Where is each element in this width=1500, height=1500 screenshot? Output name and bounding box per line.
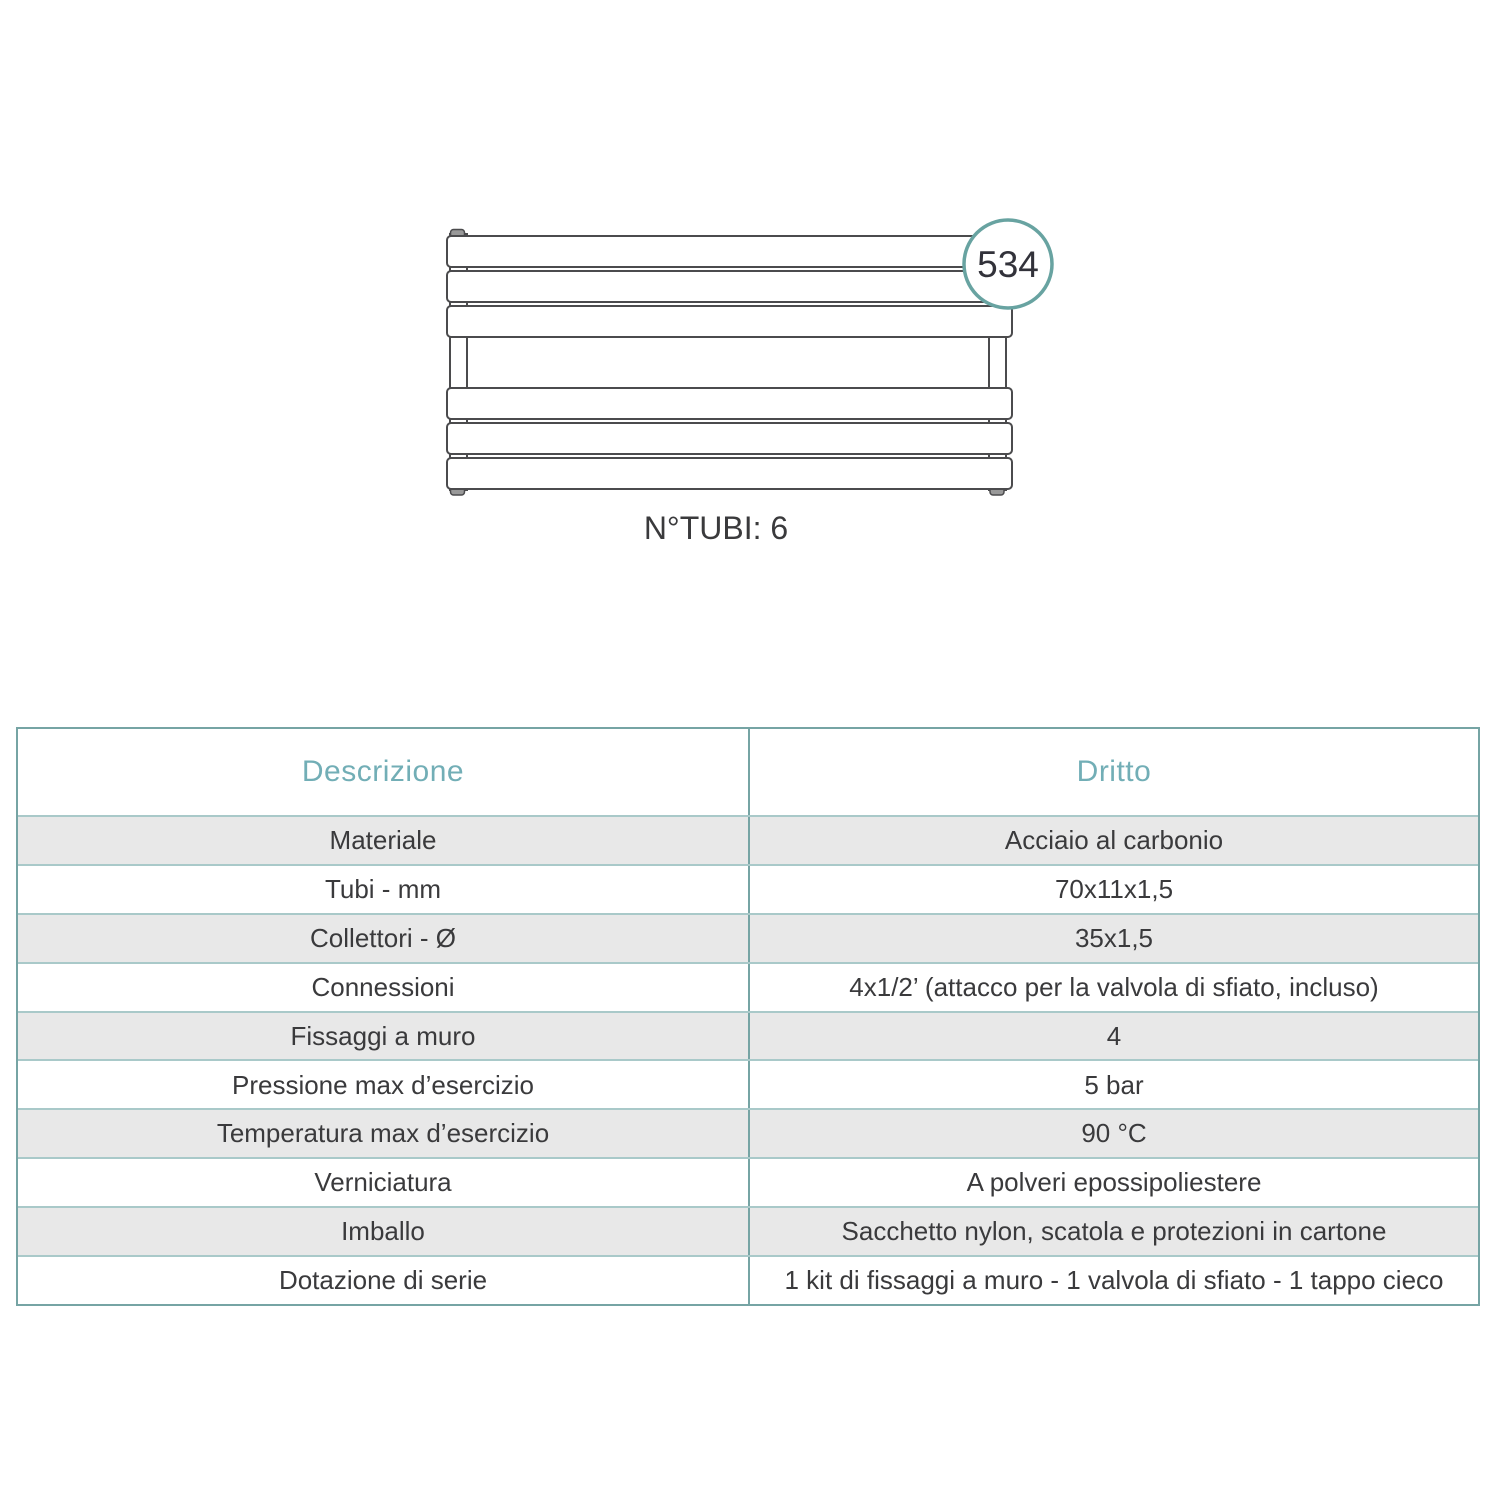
row-value: 90 °C bbox=[1081, 1118, 1147, 1149]
radiator-drawing bbox=[447, 230, 1012, 496]
row-label: Pressione max d’esercizio bbox=[18, 1061, 750, 1108]
tube-3 bbox=[447, 306, 1012, 337]
row-value: A polveri epossipoliestere bbox=[966, 1167, 1262, 1198]
table-row bbox=[18, 913, 1478, 962]
row-value: Acciaio al carbonio bbox=[1004, 825, 1224, 856]
dimension-value: 534 bbox=[977, 244, 1039, 285]
spec-table-body bbox=[18, 815, 1478, 1304]
row-label: Temperatura max d’esercizio bbox=[18, 1110, 750, 1157]
row-value: Sacchetto nylon, scatola e protezioni in cartone bbox=[841, 1216, 1387, 1247]
table-row bbox=[18, 815, 1478, 864]
row-label: Dotazione di serie bbox=[18, 1257, 750, 1304]
row-label: Verniciatura bbox=[18, 1159, 750, 1206]
table-row bbox=[18, 1255, 1478, 1304]
row-label: Collettori - Ø bbox=[18, 915, 750, 962]
table-row bbox=[18, 1011, 1478, 1060]
tube-6 bbox=[447, 458, 1012, 489]
row-label: Connessioni bbox=[18, 964, 750, 1011]
row-value: 70x11x1,5 bbox=[1054, 874, 1174, 905]
table-row bbox=[18, 864, 1478, 913]
row-value: 35x1,5 bbox=[1074, 922, 1154, 953]
table-row bbox=[18, 1206, 1478, 1255]
row-label: Imballo bbox=[18, 1208, 750, 1255]
row-value: 4x1/2’ (attacco per la valvola di sfiato, incluso) bbox=[849, 971, 1379, 1002]
radiator-diagram bbox=[0, 0, 1500, 600]
tube-2 bbox=[447, 271, 1012, 302]
table-row bbox=[18, 1059, 1478, 1108]
table-row bbox=[18, 1157, 1478, 1206]
tube-1 bbox=[447, 236, 1012, 267]
table-row bbox=[18, 962, 1478, 1011]
row-value: 5 bar bbox=[1084, 1069, 1144, 1100]
row-label: Materiale bbox=[18, 817, 750, 864]
tube-5 bbox=[447, 423, 1012, 454]
row-label: Fissaggi a muro bbox=[18, 1013, 750, 1060]
row-value: 1 kit di fissaggi a muro - 1 valvola di sfiato - 1 tappo cieco bbox=[784, 1265, 1444, 1296]
row-label: Tubi - mm bbox=[18, 866, 750, 913]
table-row bbox=[18, 1108, 1478, 1157]
column-header-descrizione: Descrizione bbox=[18, 729, 750, 815]
table-header-row bbox=[18, 729, 1478, 815]
row-value: 4 bbox=[1106, 1020, 1122, 1051]
tube-4 bbox=[447, 388, 1012, 419]
tube-count-label: N°TUBI: 6 bbox=[643, 510, 789, 546]
spec-table bbox=[16, 727, 1480, 1306]
column-header-dritto: Dritto bbox=[1076, 755, 1152, 788]
